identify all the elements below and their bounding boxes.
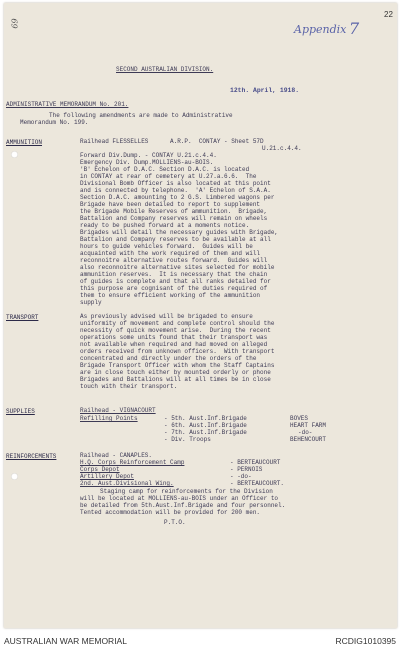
refilling-unit: - 5th. Aust.Inf.Brigade [164,415,247,422]
ammunition-line: Section D.A.C. amounting to 2 G.S. Limbered wagons per [80,194,275,201]
pto-mark: P.T.O. [164,519,186,526]
memo-number: ADMINISTRATIVE MEMORANDUM No. 201. [6,101,129,108]
reinforcements-railhead: Railhead - CANAPLES. [80,452,153,459]
footer-credit: AUSTRALIAN WAR MEMORIAL [4,636,127,646]
refilling-unit: - 6th. Aust.Inf.Brigade [164,422,247,429]
section-label-ammunition: AMMUNITION [6,139,43,146]
ammunition-line: the Brigade Mobile Reserves of ammunition. Brigade, [80,208,268,215]
refilling-unit: - Div. Troops [164,436,211,443]
reinforcement-line: be detailed from 5th.Aust.Inf.Brigade and four personnel. [80,502,286,509]
memo-date: 12th. April, 1918. [230,87,300,94]
ammunition-line: Brigades will detail the necessary guides with Brigade, [80,229,279,236]
ammunition-line: Brigade have been detailed to report to supplement [80,201,261,208]
margin-note: 69 [10,18,20,29]
document-page [4,3,397,628]
ammunition-line: hours to guide vehicles forward. Guides will be [80,243,253,250]
refilling-place: BOVES [290,415,309,422]
ammunition-line: ammunition reserves. It is necessary that the chain [80,271,268,278]
transport-line: concentrated and directly under the orders of the [80,355,257,362]
transport-line: Brigade Transport Officer with whom the Staff Captains [80,362,275,369]
transport-line: Brigades and Battalions will at all times be in close [80,376,271,383]
transport-line: not available when required and had moved on alleged [80,341,268,348]
refilling-place: HEART FARM [290,422,327,429]
transport-line: As previously advised will be brigaded to ensure [80,313,253,320]
reinforcement-place: - BERTEAUCOURT [230,459,281,466]
ammunition-line: supply [80,299,102,306]
transport-line: are in close touch either by mounted orderly or phone [80,369,271,376]
refilling-points-label: Refilling Points [80,415,138,422]
reinforcement-place: - PERNOIS [230,466,263,473]
reinforcement-camp: Corps Depot [80,466,120,473]
intro-line: Memorandum No. 199. [20,119,89,126]
supplies-railhead: Railhead - VIGNACOURT [80,407,156,414]
refilling-unit: - 7th. Aust.Inf.Brigade [164,429,247,436]
ammunition-line: them to ensure efficient working of the ammunition [80,292,261,299]
transport-line: necessity of quick movement arise. During the recent [80,327,271,334]
ammunition-map-ref: U.21.c.4.4. [262,145,302,152]
punch-hole [11,151,18,158]
refilling-place: -do- [298,429,313,436]
reinforcement-line: will be located at MOLLIENS-au-BOIS under an Officer to [80,495,279,502]
ammunition-line: acquainted with the work required of them and will [80,250,261,257]
reinforcement-camp: H.Q. Corps Reinforcement Camp [80,459,185,466]
reinforcement-camp: 2nd. Aust.Divisional Wing. [80,480,174,487]
refilling-place: BEHENCOURT [290,436,327,443]
reinforcement-line: Staging camp for reinforcements for the Division [100,488,273,495]
transport-line: uniformity of movement and complete control should the [80,320,275,327]
ammunition-line: and is connected by telephone. 'A' Echelon of S.A.A. [80,187,271,194]
section-label-reinforcements: REINFORCEMENTS [6,453,57,460]
ammunition-line: also reconnoitre alternative sites selected for mobile [80,264,275,271]
transport-line: operations some units found that their transport was [80,334,268,341]
ammunition-line: 'B' Echelon of D.A.C. Section D.A.C. is located [80,166,250,173]
transport-line: touch with their transport. [80,383,178,390]
ammunition-line: Divisional Bomb Officer is also located at this point [80,180,271,187]
archive-page-number: 22 [384,10,393,19]
reinforcement-camp: Artillery Depot [80,473,135,480]
handwritten-appendix-number: 7 [349,19,360,38]
section-label-supplies: SUPPLIES [6,408,35,415]
transport-line: orders received from unknown officers. With transport [80,348,275,355]
reinforcement-place: - BERTEAUCOURT. [230,480,285,487]
punch-hole [11,473,18,480]
handwritten-appendix-ref: Appendix [294,23,347,36]
ammunition-railhead: Railhead FLESSELLES A.R.P. CONTAY - Sheet 57D [80,138,264,145]
ammunition-line: in CONTAY at rear of cemetery at U.27.a.6.6. The [80,173,257,180]
ammunition-line: Battalion and Company reserves will remain on wheels [80,215,268,222]
reinforcement-place: - -do- [230,473,252,480]
ammunition-line: Emergency Div. Dump.MOLLIENS-au-BOIS. [80,159,214,166]
ammunition-line: ready to be pushed forward at a moments notice. [80,222,250,229]
intro-line: The following amendments are made to Administrative [49,112,233,119]
ammunition-line: Battalion and Company reserves to be available at all [80,236,271,243]
ammunition-line: Forward Div.Dump. - CONTAY U.21.c.4.4. [80,152,217,159]
division-title: SECOND AUSTRALIAN DIVISION. [116,66,214,73]
ammunition-line: this purpose are cognisant of the duties required of [80,285,268,292]
ammunition-line: of guides is complete and that all ranks detailed for [80,278,271,285]
ammunition-line: reconnoitre alternative routes forward. Guides will [80,257,268,264]
footer-reference: RCDIG1010395 [335,636,396,646]
section-label-transport: TRANSPORT [6,314,39,321]
reinforcement-line: Tented accommodation will be provided for 200 men. [80,509,261,516]
